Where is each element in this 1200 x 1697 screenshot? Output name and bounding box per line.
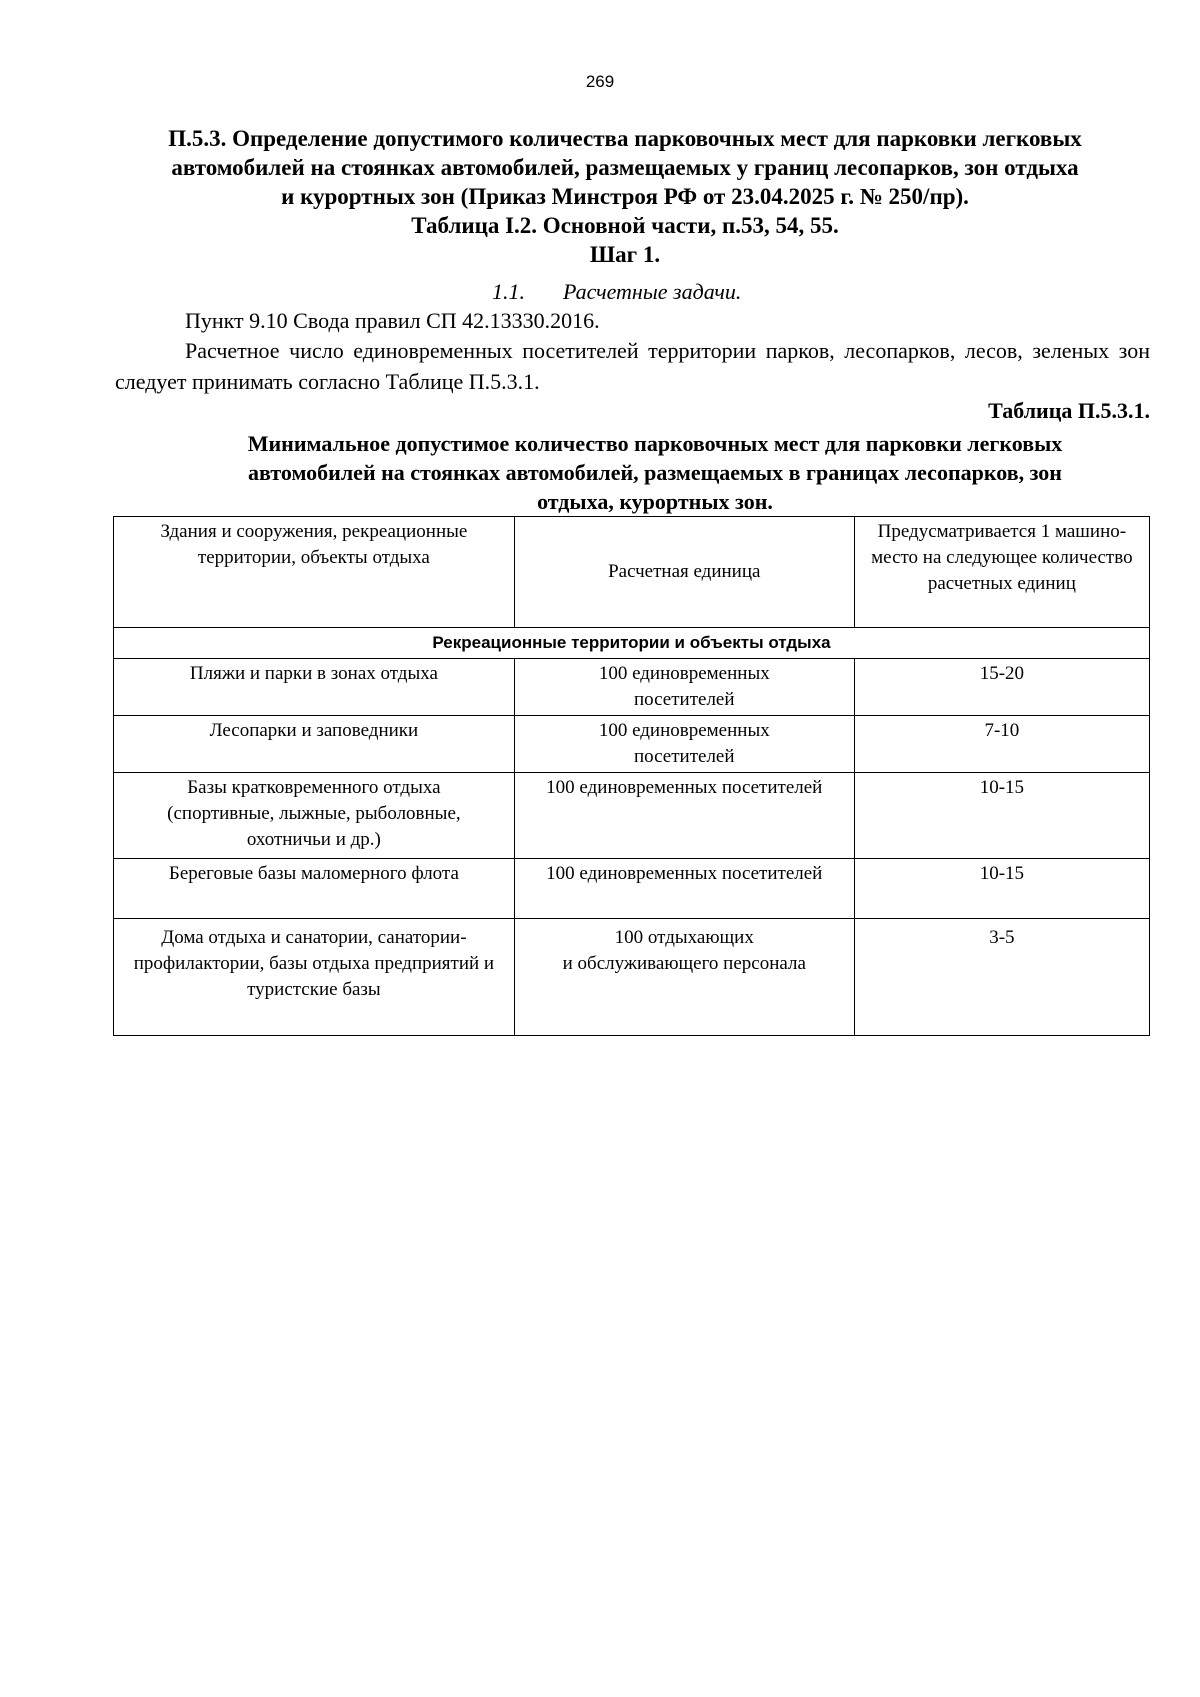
table-label: Таблица П.5.3.1. (988, 398, 1150, 423)
object-cell (114, 859, 515, 919)
header-text: расчетных единиц (927, 573, 1076, 594)
ratio-cell: 10-15 (854, 859, 1149, 919)
header-cell-objects (114, 517, 515, 628)
cell-text: Лесопарки и заповедники (209, 720, 419, 741)
cell-text: и обслуживающего персонала (562, 953, 806, 974)
cell-text: Пляжи и парки в зонах отдыха (189, 663, 438, 684)
cell-text: 100 единовременных посетителей (546, 863, 823, 884)
header-cell-ratio (854, 517, 1149, 628)
cell-text: 100 единовременных (598, 663, 770, 684)
cell-text: туристские базы (247, 979, 381, 1000)
table-section-row (114, 628, 1150, 659)
cell-text: профилактории, базы отдыха предприятий и (133, 953, 495, 974)
step-number: 1.1. (492, 279, 525, 304)
table-title-line: автомобилей на стоянках автомобилей, размещаемых в границах лесопарков, зон (248, 460, 1062, 485)
unit-cell (514, 659, 854, 716)
cell-text: Дома отдыха и санатории, санатории- (161, 927, 467, 948)
cell-text: посетителей (634, 746, 735, 767)
unit-cell (514, 859, 854, 919)
table-title-line: Минимальное допустимое количество парковочных мест для парковки легковых (247, 431, 1063, 456)
cell-text: Базы кратковременного отдыха (187, 777, 441, 798)
table-row (114, 716, 1150, 773)
cell-text: 100 единовременных (598, 720, 770, 741)
cell-text: 100 единовременных посетителей (546, 777, 823, 798)
ratio-cell: 10-15 (854, 773, 1149, 859)
table-title (160, 429, 1150, 516)
cell-text: Береговые базы маломерного флота (168, 863, 459, 884)
parking-norms-table (113, 516, 1150, 1036)
cell-text: (спортивные, лыжные, рыболовные, (167, 803, 461, 824)
object-cell (114, 659, 515, 716)
table-row (114, 659, 1150, 716)
unit-cell (514, 773, 854, 859)
header-text: территории, объекты отдыха (197, 547, 430, 568)
section-title: Рекреационные территории и объекты отдыха (114, 628, 1150, 659)
ratio-cell: 15-20 (854, 659, 1149, 716)
unit-cell (514, 919, 854, 1036)
header-text: Здания и сооружения, рекреационные (160, 521, 468, 542)
cell-text: посетителей (634, 689, 735, 710)
table-row (114, 859, 1150, 919)
heading-line: и курортных зон (Приказ Минстроя РФ от 23.04.2025 г. № 250/пр). (281, 184, 969, 209)
heading-step: Шаг 1. (589, 242, 661, 267)
table-header-row (114, 517, 1150, 628)
object-cell (114, 919, 515, 1036)
heading-table-reference: Таблица I.2. Основной части, п.53, 54, 55. (411, 213, 839, 238)
paragraph-body: Расчетное число единовременных посетителей территории парков, лесопарков, лесов, зеленых зон следует принимать согласно Таблице П.5.3.1. (115, 338, 1150, 394)
table-title-line: отдыха, курортных зон. (537, 489, 773, 514)
table-row (114, 773, 1150, 859)
header-cell-unit: Расчетная единица (514, 517, 854, 628)
section-heading (100, 124, 1150, 269)
ratio-cell: 7-10 (854, 716, 1149, 773)
header-text: Предусматривается 1 машино- (877, 521, 1127, 542)
object-cell (114, 716, 515, 773)
object-cell (114, 773, 515, 859)
paragraph-reference: Пункт 9.10 Свода правил СП 42.13330.2016. (185, 308, 600, 333)
page-number: 269 (585, 72, 615, 91)
ratio-cell: 3-5 (854, 919, 1149, 1036)
cell-text: 100 отдыхающих (614, 927, 754, 948)
unit-cell (514, 716, 854, 773)
cell-text: охотничьи и др.) (246, 829, 381, 850)
heading-line: П.5.3. Определение допустимого количества парковочных мест для парковки легковых (168, 126, 1082, 151)
table-row (114, 919, 1150, 1036)
heading-line: автомобилей на стоянках автомобилей, размещаемых у границ лесопарков, зон отдыха (171, 155, 1079, 180)
header-text: место на следующее количество (871, 547, 1133, 568)
step-title: Расчетные задачи. (563, 279, 742, 304)
